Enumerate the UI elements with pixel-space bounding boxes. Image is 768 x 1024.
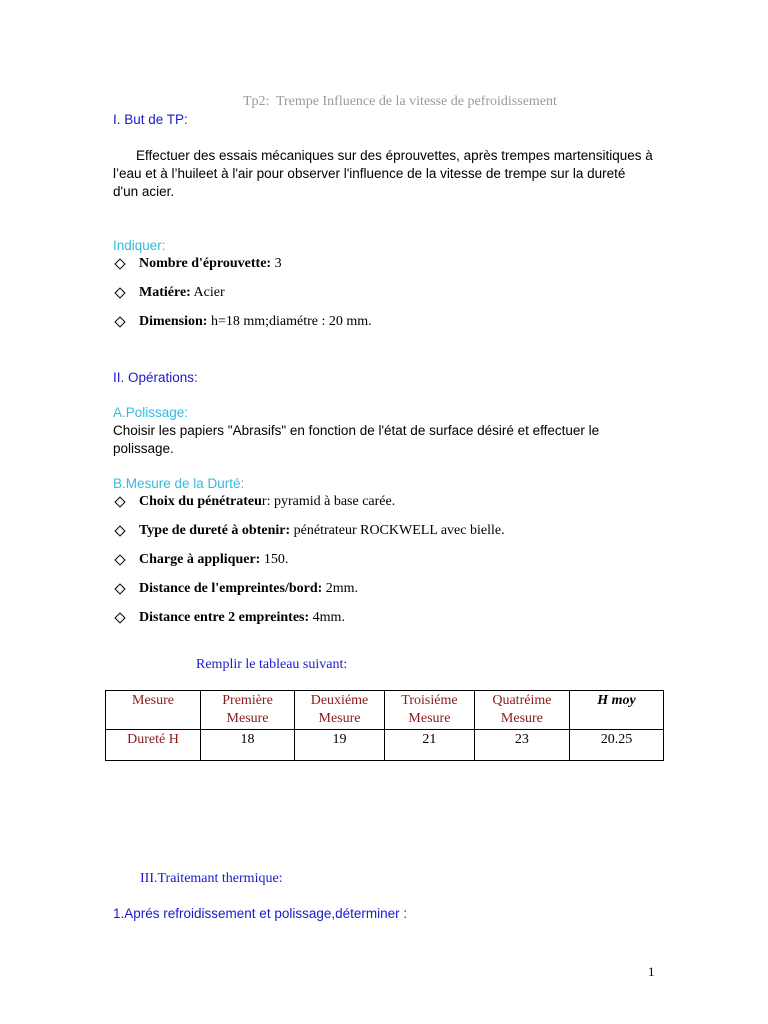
item-bold-label: Distance entre 2 empreintes: xyxy=(139,610,310,625)
item-bold-label: Matiére: xyxy=(139,285,191,300)
diamond-bullet-icon xyxy=(114,258,125,269)
diamond-bullet-icon xyxy=(114,287,125,298)
table-cell: 21 xyxy=(384,730,474,761)
item-value: pénétrateur ROCKWELL avec bielle. xyxy=(290,523,505,538)
item-bold-label: Choix du pénétrateu xyxy=(139,494,262,509)
table-cell: 23 xyxy=(474,730,569,761)
section-3-item-1: 1.Aprés refroidissement et polissage,déterminer : xyxy=(113,906,408,921)
table-cell: 20.25 xyxy=(569,730,663,761)
item-bold-label: Charge à appliquer: xyxy=(139,552,261,567)
item-value: 3 xyxy=(271,256,282,271)
item-bold-label: Distance de l'empreintes/bord: xyxy=(139,581,323,596)
page-number: 1 xyxy=(648,964,655,979)
title-prefix: Tp2: xyxy=(243,94,270,109)
section-3-heading: III.Traitemant thermique: xyxy=(140,871,283,886)
section-2-heading: II. Opérations: xyxy=(113,370,198,385)
diamond-bullet-icon xyxy=(114,525,125,536)
table-cell: Dureté H xyxy=(106,730,201,761)
table-header-cell: Quatréime Mesure xyxy=(474,691,569,730)
item-value: Acier xyxy=(190,285,225,300)
polissage-label: A.Polissage: xyxy=(113,405,189,420)
page-title xyxy=(243,94,557,110)
section-1-line-2: l’eau et à l’huileet à l'air pour observer l'influence de la vitesse de trempe sur la dureté xyxy=(113,166,626,181)
table-header-cell: H moy xyxy=(569,691,663,730)
table-header-cell: Mesure xyxy=(106,691,201,730)
item-bold-label: Type de dureté à obtenir: xyxy=(139,523,291,538)
section-1-heading: I. But de TP: xyxy=(113,112,188,127)
diamond-bullet-icon xyxy=(114,554,125,565)
item-value: 4mm. xyxy=(309,610,345,625)
table-cell: 19 xyxy=(295,730,385,761)
polissage-line-1: Choisir les papiers "Abrasifs" en fonction de l'état de surface désiré et effectuer le xyxy=(113,423,600,438)
table-cell: 18 xyxy=(201,730,295,761)
section-1-line-3: d'un acier. xyxy=(113,184,175,199)
hardness-table xyxy=(105,690,664,761)
section-1-line-1: Effectuer des essais mécaniques sur des éprouvettes, après trempes martensitiques à xyxy=(136,148,653,163)
item-value: r: pyramid à base carée. xyxy=(261,494,396,509)
table-header-cell: Deuxiéme Mesure xyxy=(295,691,385,730)
table-row xyxy=(106,730,664,761)
item-bold-label: Dimension: xyxy=(139,314,208,329)
diamond-bullet-icon xyxy=(114,583,125,594)
item-value: h=18 mm;diamétre : 20 mm. xyxy=(207,314,372,329)
diamond-bullet-icon xyxy=(114,316,125,327)
item-value: 2mm. xyxy=(322,581,359,596)
title-text: Trempe Influence de la vitesse de pefroidissement xyxy=(275,94,557,109)
indiquer-label: Indiquer: xyxy=(113,238,166,253)
table-intro: Remplir le tableau suivant: xyxy=(196,657,348,672)
diamond-bullet-icon xyxy=(114,496,125,507)
item-bold-label: Nombre d'éprouvette: xyxy=(139,256,272,271)
table-header-cell: Troisiéme Mesure xyxy=(384,691,474,730)
polissage-line-2: polissage. xyxy=(113,441,174,456)
mesure-durete-label: B.Mesure de la Durté: xyxy=(113,476,245,491)
item-value: 150. xyxy=(260,552,289,567)
diamond-bullet-icon xyxy=(114,612,125,623)
table-header-row xyxy=(106,691,664,730)
table-header-cell: Première Mesure xyxy=(201,691,295,730)
